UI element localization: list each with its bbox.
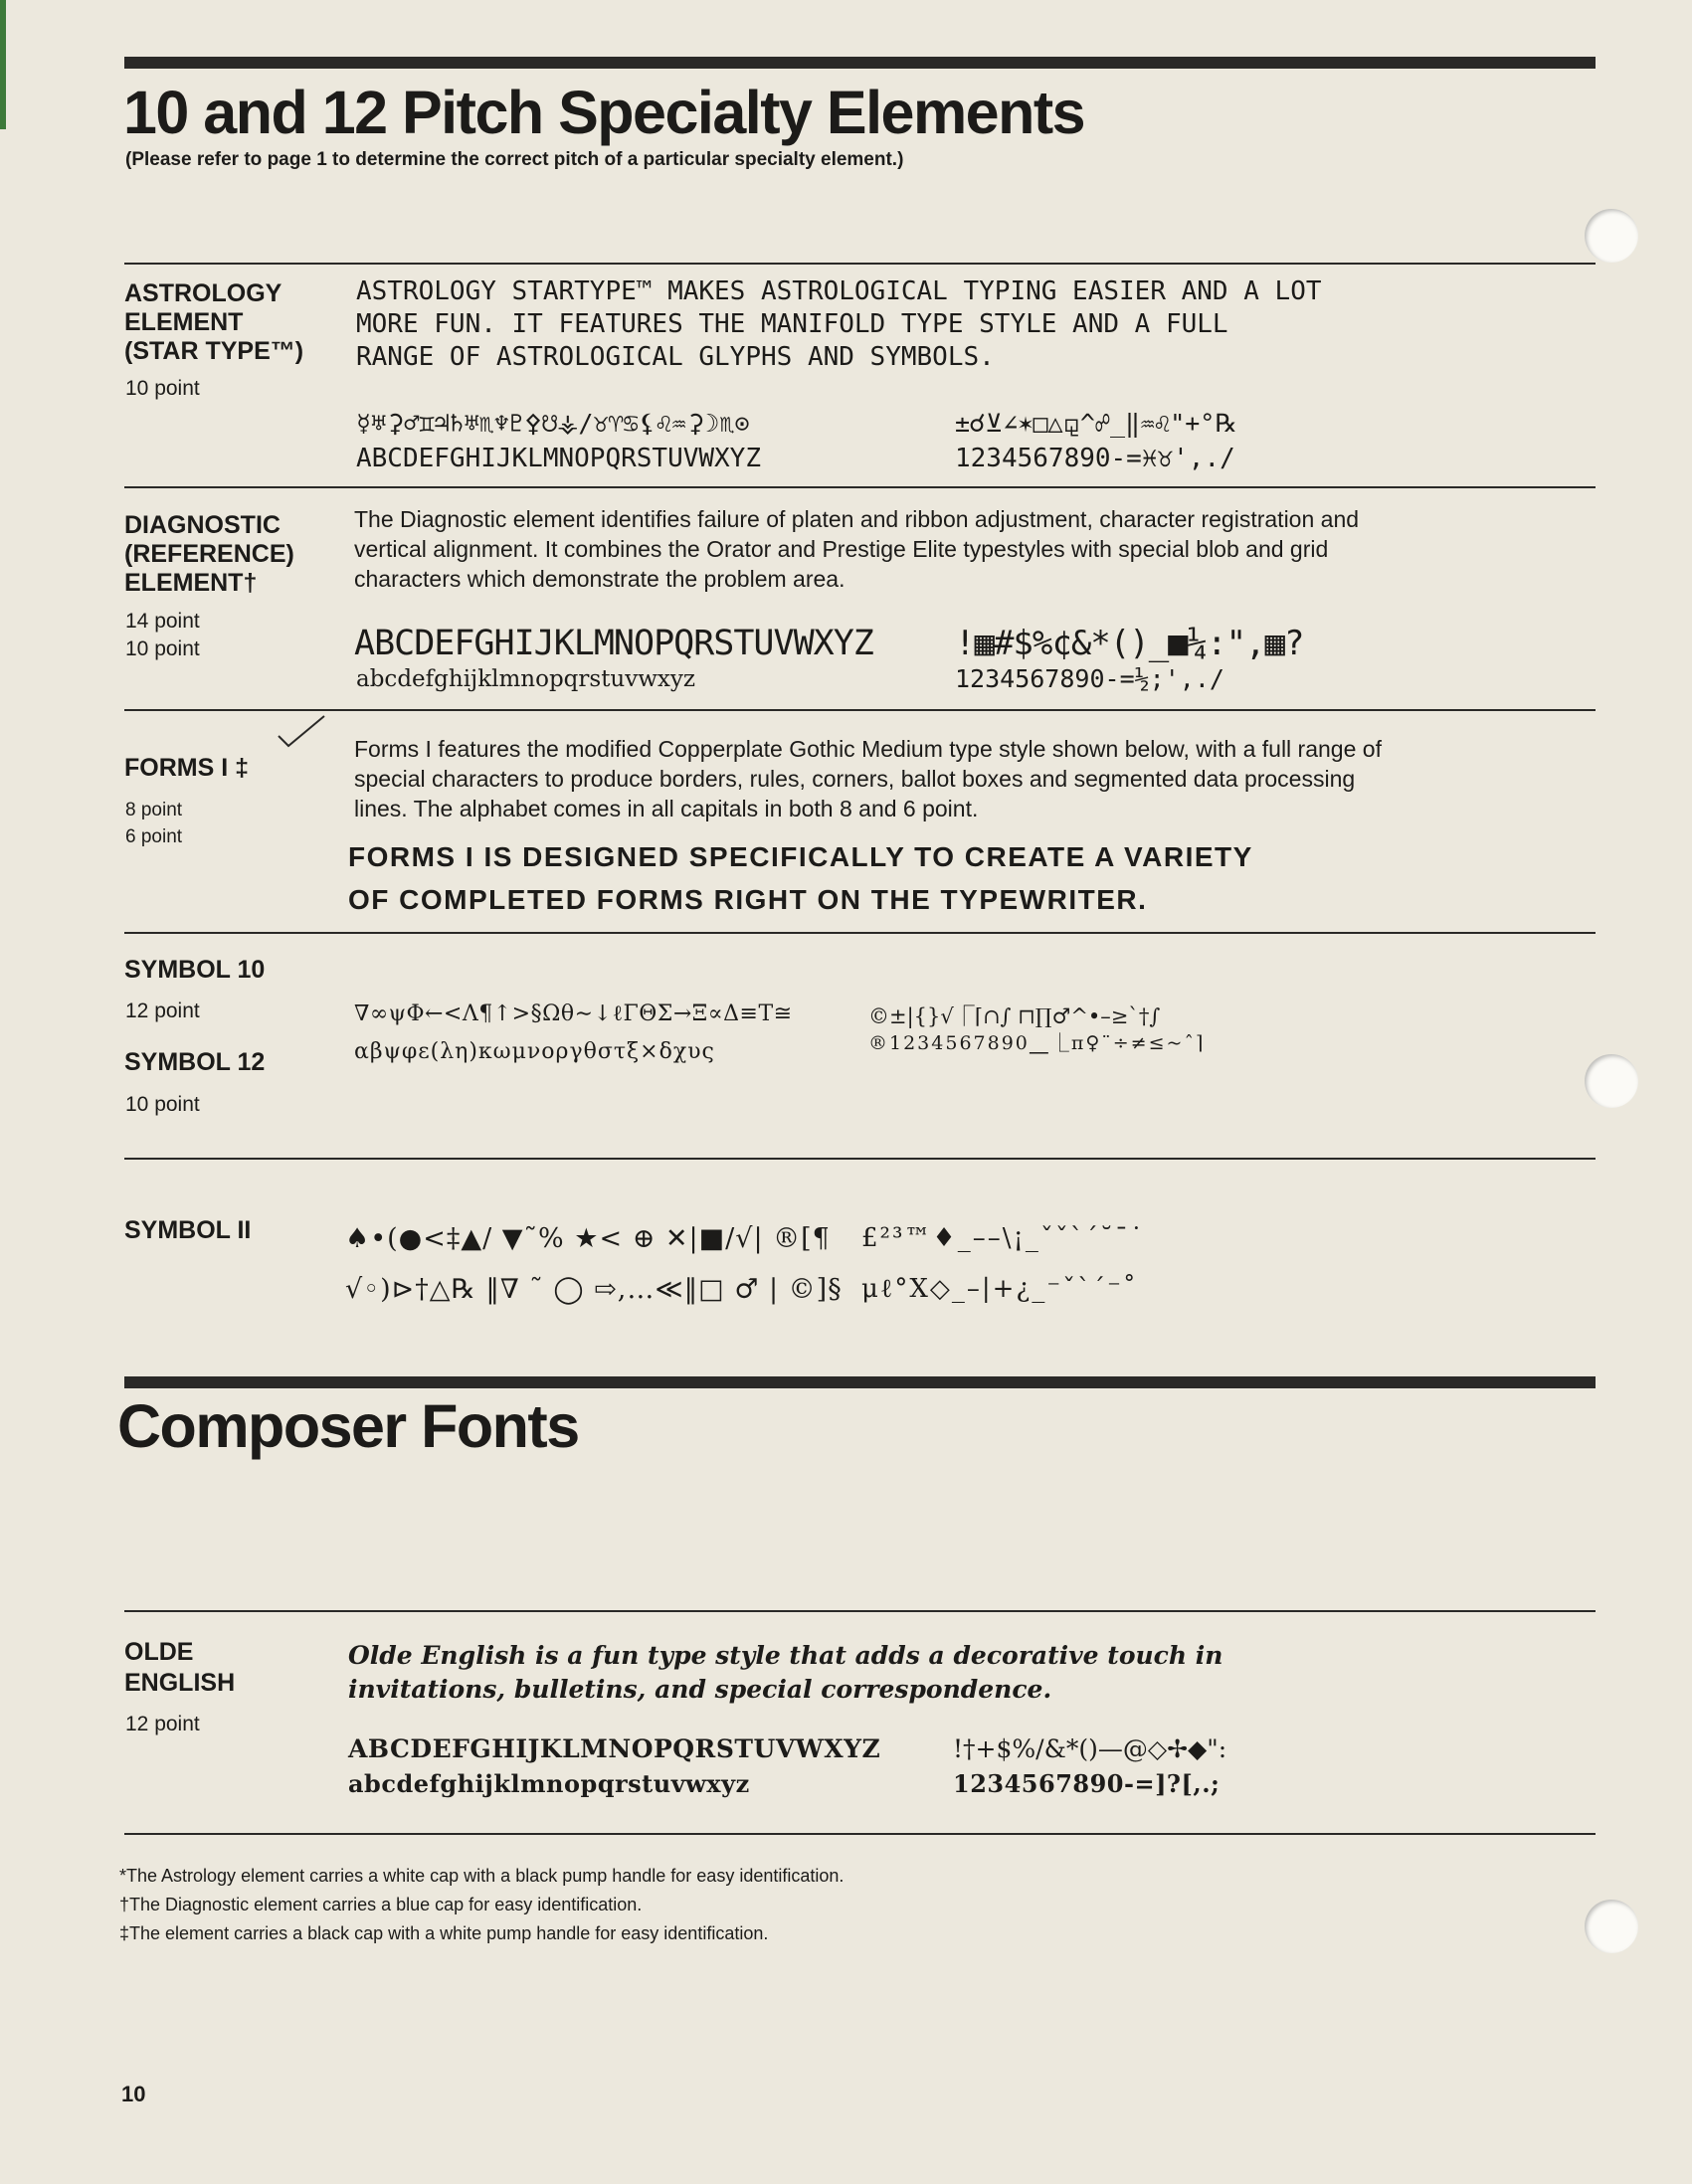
olde-english-symbols: !†+$%/&*()—@◇✢◆": — [953, 1734, 1227, 1763]
green-edge — [0, 0, 6, 129]
binder-hole — [1585, 1054, 1638, 1108]
page-subtitle: (Please refer to page 1 to determine the correct pitch of a particular specialty element.) — [125, 149, 904, 170]
composer-title: Composer Fonts — [117, 1392, 579, 1460]
divider — [124, 1833, 1596, 1835]
astrology-description: ASTROLOGY STARTYPE™ MAKES ASTROLOGICAL TYPING EASIER AND A LOT MORE FUN. IT FEATURES THE MANIFOLD TYPE STYLE AND A FULL RANGE OF ASTROLOGICAL GLYPHS AND SYMBOLS. — [356, 276, 1322, 372]
diagnostic-label: DIAGNOSTIC (REFERENCE) ELEMENT† — [124, 511, 294, 597]
divider — [124, 932, 1596, 934]
symbol10-points: 12 point — [125, 1000, 200, 1022]
astrology-glyphs-right: ±☌⊻∠✶□△⚼^☍_‖♒♌"+°℞ — [955, 409, 1237, 438]
divider — [124, 1158, 1596, 1160]
forms-label: FORMS I ‡ — [124, 754, 250, 782]
forms-sample: FORMS I IS DESIGNED SPECIFICALLY TO CREATE A VARIETY OF COMPLETED FORMS RIGHT ON THE TYPEWRITER. — [348, 841, 1253, 915]
divider — [124, 486, 1596, 488]
diagnostic-lower: abcdefghijklmnopqrstuvwxyz — [356, 666, 696, 692]
astrology-label: ASTROLOGY ELEMENT (STAR TYPE™) — [124, 279, 304, 365]
olde-english-description: Olde English is a fun type style that adds a decorative touch in invitations, bulletins, and special correspondence. — [348, 1641, 1223, 1704]
binder-hole — [1585, 209, 1638, 263]
footnotes — [119, 1862, 844, 1948]
astrology-alphabet: ABCDEFGHIJKLMNOPQRSTUVWXYZ — [356, 444, 761, 473]
diagnostic-symbols: !▦#$%¢&*()_■¼:",▦? — [955, 624, 1304, 663]
checkmark-icon — [277, 714, 326, 750]
astrology-points: 10 point — [125, 377, 200, 400]
footnote-diagnostic: †The Diagnostic element carries a blue cap for easy identification. — [119, 1895, 643, 1914]
olde-english-label: OLDE ENGLISH — [124, 1638, 236, 1697]
astrology-numbers: 1234567890-=♓♉',./ — [955, 444, 1235, 473]
diagnostic-numbers: 1234567890-=½;',./ — [955, 664, 1224, 693]
olde-english-lower: abcdefghijklmnopqrstuvwxyz — [348, 1769, 750, 1798]
diagnostic-points-14: 14 point — [125, 610, 200, 633]
composer-rule — [124, 1376, 1596, 1388]
astrology-glyphs-left: ☿♅⚳♂♊♃♄♅♏♆♇⚴☋⚶/♉♈♋⚸♌♒⚳☽♏⊙ — [356, 409, 750, 438]
olde-english-numbers: 1234567890-=]?[,.; — [953, 1769, 1221, 1798]
symbol2-line1: ♠•(●<‡▲/ ▼˜% ★< ⊕ ✕|■/√| ®[¶ — [345, 1223, 831, 1254]
page-title: 10 and 12 Pitch Specialty Elements — [123, 79, 1085, 146]
symbol2-line2: √◦)⊳†△℞ ‖∇ ˜ ◯ ⇨,…≪‖□ ♂ | ©]§ — [345, 1274, 843, 1305]
symbol12-points: 10 point — [125, 1093, 200, 1116]
symbol2-label: SYMBOL II — [124, 1216, 252, 1244]
symbol2-right1: £²³™♦_––\¡_ˇˇ`´˘ˉ˙ — [861, 1223, 1145, 1253]
divider — [124, 263, 1596, 265]
divider — [124, 709, 1596, 711]
forms-points-8: 8 point — [125, 800, 183, 820]
diagnostic-description: The Diagnostic element identifies failure of platen and ribbon adjustment, character registration and vertical alignment. It combines the Orator and Prestige Elite typestyles with special blob and grid characters which demonstrate the problem area. — [354, 506, 1360, 592]
symbol12-label: SYMBOL 12 — [124, 1048, 266, 1076]
forms-points-6: 6 point — [125, 826, 183, 847]
footnote-astrology: *The Astrology element carries a white cap with a black pump handle for easy identification. — [119, 1866, 845, 1886]
symbol10-right1: ©±|{}√⎾⌈∩∫ ⊓∏♂^•–≥`†∫ — [868, 1004, 1161, 1028]
page-number: 10 — [121, 2082, 146, 2106]
symbol10-line1: ∇∞ψΦ←<Λ¶↑>§Ωθ∼↓ℓΓΘΣ→Ξ∝Δ≡Τ≅ — [354, 1001, 793, 1026]
diagnostic-points-10: 10 point — [125, 637, 200, 660]
symbol2-right2: μℓ°X◇_–|+¿_⁻ˇˋ´⁻˚ — [861, 1274, 1138, 1304]
forms-description: Forms I features the modified Copperplate Gothic Medium type style shown below, with a full range of special characters to produce borders, rules, corners, ballot boxes and segmented data processing lines. The alphabet comes in all capitals in both 8 and 6 point. — [354, 736, 1382, 821]
symbol10-label: SYMBOL 10 — [124, 956, 266, 984]
header-rule — [124, 57, 1596, 69]
diagnostic-upper: ABCDEFGHIJKLMNOPQRSTUVWXYZ — [354, 624, 873, 663]
symbol10-right2: ®1234567890⎽⎿π♀¨÷≠≤~ˆ⌉ — [868, 1032, 1206, 1054]
footnote-forms: ‡The element carries a black cap with a white pump handle for easy identification. — [119, 1923, 769, 1943]
symbol10-line2: αβψφε(λη)κωμνοργθστξ×δχυς — [354, 1039, 715, 1064]
olde-english-upper: ABCDEFGHIJKLMNOPQRSTUVWXYZ — [348, 1734, 881, 1763]
binder-hole — [1585, 1900, 1638, 1953]
olde-english-points: 12 point — [125, 1713, 200, 1735]
divider — [124, 1610, 1596, 1612]
